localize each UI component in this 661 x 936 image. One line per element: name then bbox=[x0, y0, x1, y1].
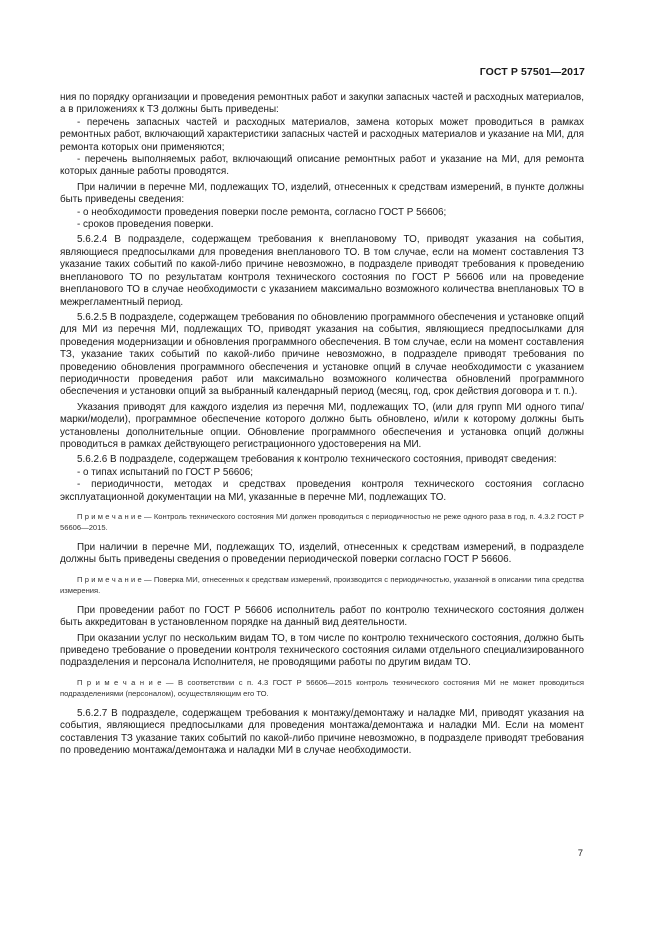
paragraph: ния по порядку организации и проведения ремонтных работ и закупки запасных частей и расходных материалов, а в приложениях к ТЗ должны быть приведены: bbox=[60, 92, 584, 116]
clause-5-6-2-7: 5.6.2.7 В подразделе, содержащем требования к монтажу/демонтажу и наладке МИ, приводят указания на события, являющиеся предпосылками для проведения монтажа/демонтажа и наладки МИ. Если на момент составления ТЗ указание таких событий по какой-либо причине невозможно, в подразделе приводят требования по проведению монтажа/демонтажа и наладки МИ в случае необходимости. bbox=[60, 707, 584, 757]
page-number: 7 bbox=[577, 848, 583, 859]
paragraph: При проведении работ по ГОСТ Р 56606 исполнитель работ по контролю технического состояния должен быть аккредитован в установленном порядке на данный вид деятельности. bbox=[60, 604, 584, 629]
note: П р и м е ч а н и е — Контроль технического состояния МИ должен проводиться с периодичностью не реже одного раза в год, п. 4.3.2 ГОСТ Р 56606—2015. bbox=[60, 512, 584, 532]
paragraph: Указания приводят для каждого изделия из перечня МИ, подлежащих ТО, (или для групп МИ одного типа/марки/модели), программное обеспечение которого должно быть обновлено, и/или к которому должны быть установлены дополнительные опции. Обновление программного обеспечения и установка опций должны проводиться в рамках действующего регистрационного удостоверения на МИ. bbox=[60, 401, 584, 450]
document-code-header: ГОСТ Р 57501—2017 bbox=[479, 66, 585, 78]
note: П р и м е ч а н и е — Поверка МИ, отнесенных к средствам измерений, производится с периодичностью, указанной в описании типа средства измерения. bbox=[60, 574, 584, 595]
clause-5-6-2-6: 5.6.2.6 В подразделе, содержащем требования к контролю технического состояния, приводят сведения: bbox=[77, 454, 557, 466]
list-item: - о необходимости проведения поверки после ремонта, согласно ГОСТ Р 56606; bbox=[77, 206, 447, 218]
paragraph: При наличии в перечне МИ, подлежащих ТО, изделий, отнесенных к средствам измерений, в пункте должны быть приведены сведения: bbox=[60, 181, 584, 206]
list-item: - перечень запасных частей и расходных материалов, замена которых может проводиться в рамках ремонтных работ, включающий характеристики запасных частей и расходных материалов и указание на МИ, для ремонта которых они применяются; bbox=[60, 116, 584, 153]
clause-5-6-2-4: 5.6.2.4 В подразделе, содержащем требования к внеплановому ТО, приводят указания на события, являющиеся предпосылками для проведения внепланового ТО. В том случае, если на момент составления ТЗ указание таких событий по какой-либо причине невозможно, в подразделе приводят требования к проведению внепланового ТО по результатам контроля технического состояния по ГОСТ Р 56606 или на проведение внепланового ТО в случае необходимости с указанием максимально возможного количества внеплановых ТО в межрегламентный период. bbox=[60, 234, 584, 308]
list-item: - периодичности, методах и средствах проведения контроля технического состояния согласно эксплуатационной документации на МИ, указанные в перечне МИ, подлежащих ТО. bbox=[60, 479, 584, 503]
page-body bbox=[60, 92, 584, 760]
note: П р и м е ч а н и е — В соответствии с п. 4.3 ГОСТ Р 56606—2015 контроль технического состояния МИ не может проводиться подразделениями (персоналом), осуществляющим его ТО. bbox=[60, 677, 584, 698]
clause-5-6-2-5: 5.6.2.5 В подразделе, содержащем требования по обновлению программного обеспечения и установке опций для МИ из перечня МИ, подлежащих ТО, приводят указания на события, являющиеся предпосылками для проведения модернизации и обновления программного обеспечения. В том случае, если на момент составления ТЗ, указание таких событий по какой-либо причине невозможно, в подразделе приводят требования по проведению обновления программного обеспечения и установке опций в случае необходимости с указанием периодичности проведения работ или максимально возможного количества обновлений программного обеспечения и установки опций за выбранный календарный период (месяц, год, срок действия договора и т. п.). bbox=[60, 311, 584, 398]
list-item: - о типах испытаний по ГОСТ Р 56606; bbox=[77, 466, 254, 478]
list-item: - перечень выполняемых работ, включающий описание ремонтных работ и указание на МИ, для ремонта которых данные работы проводятся. bbox=[60, 154, 584, 178]
list-item: - сроков проведения поверки. bbox=[77, 219, 214, 231]
paragraph: При наличии в перечне МИ, подлежащих ТО, изделий, отнесенных к средствам измерений, в подразделе должны быть приведены сведения о проведении периодической поверки согласно ГОСТ Р 56606. bbox=[60, 542, 584, 566]
paragraph: При оказании услуг по нескольким видам ТО, в том числе по контролю технического состояния, должно быть приведено требование о проведении контроля технического состояния силами отдельного специализированного подразделения и персонала Исполнителя, не проводящими работы по другим видам ТО. bbox=[60, 632, 584, 669]
